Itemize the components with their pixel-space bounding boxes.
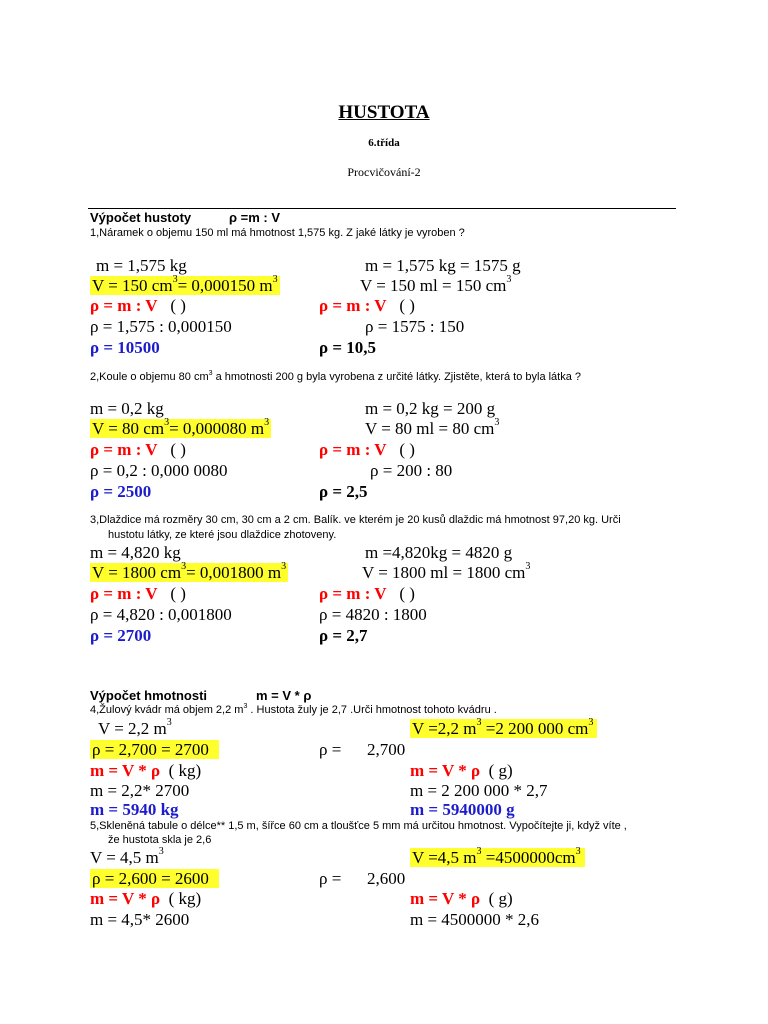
p1-result-left: ρ = 10500 — [90, 338, 160, 357]
p3-volume-right: V = 1800 ml = 1800 $cm^3$ — [362, 561, 531, 582]
p4-calc-left: m = 2,2* 2700 — [90, 781, 190, 800]
p2-calc-right: ρ = 200 : 80 — [370, 461, 453, 480]
section-mass-heading: Výpočet hmotnosti — [90, 688, 208, 703]
p4-result-left: m = 5940 kg — [90, 800, 179, 819]
problem-4-text: 4,Žulový kvádr má objem 2,2 $m^3$ . Hustota žuly je 2,7 .Urči hmotnost tohoto kvádru . — [90, 703, 497, 716]
p1-result-right: ρ = 10,5 — [319, 338, 377, 357]
p1-mass-left: m = 1,575 kg — [96, 256, 187, 275]
p3-result-right: ρ = 2,7 — [319, 626, 368, 645]
p2-result-left: ρ = 2500 — [90, 482, 152, 501]
p4-formula-right: m = V * ρ ( g) — [410, 761, 513, 780]
p1-formula-right: ρ = m : V ( ) — [319, 296, 415, 315]
section-density-heading: Výpočet hustoty — [90, 210, 192, 225]
p2-mass-right: m = 0,2 kg = 200 g — [365, 399, 496, 418]
p3-mass-right: m =4,820kg = 4820 g — [365, 543, 513, 562]
p2-result-right: ρ = 2,5 — [319, 482, 368, 501]
p3-formula-right: ρ = m : V ( ) — [319, 584, 415, 603]
p5-calc-left: m = 4,5* 2600 — [90, 910, 190, 929]
divider — [88, 208, 676, 209]
p3-result-left: ρ = 2700 — [90, 626, 152, 645]
p4-volume-right: V =2,2 $m^3 =2$ 200 000 $cm^3$ — [410, 720, 597, 737]
section-mass-formula: m = V * ρ — [256, 688, 312, 703]
problem-3-text: 3,Dlaždice má rozměry 30 cm, 30 cm a 2 cm. Balík. ve kterém je 20 kusů dlaždic má hmotnost 97,20 kg. Urči — [90, 514, 621, 526]
problem-1-text: 1,Náramek o objemu 150 ml má hmotnost 1,575 kg. Z jaké látky je vyroben ? — [90, 227, 465, 239]
p1-volume-right: V = 150 ml = 150 $cm^3$ — [360, 274, 512, 295]
p4-result-right: m = 5940000 g — [410, 800, 515, 819]
p1-calc-right: ρ = 1575 : 150 — [365, 317, 465, 336]
p5-volume-left: V = 4,5 $m^3$ — [90, 846, 164, 867]
section-density-formula: ρ =m : V — [229, 210, 281, 225]
p5-density-mid-label: ρ = — [319, 869, 342, 888]
p1-calc-left: ρ = 1,575 : 0,000150 — [90, 317, 232, 336]
problem-2-text: 2,Koule o objemu 80 $cm^3$ a hmotnosti 200 g byla vyrobena z určité látky. Zjistěte, která to byla látka ? — [90, 370, 582, 383]
p5-density-mid-value: 2,600 — [367, 869, 406, 888]
p4-volume-left: V = 2,2 $m^3$ — [98, 717, 172, 738]
subtitle: Procvičování-2 — [347, 165, 421, 179]
problem-5-text: 5,Skleněná tabule o délce** 1,5 m, šířce 60 cm a tloušťce 5 mm má určitou hmotnost. Vypočítejte ji, když víte , — [90, 820, 627, 832]
problem-5-text-cont: že hustota skla je 2,6 — [108, 834, 212, 846]
p2-volume-left: V = 80 $cm^3= 0,000080$ $m^3$ — [92, 417, 270, 438]
p2-formula-left: ρ = m : V ( ) — [90, 440, 186, 459]
p3-mass-left: m = 4,820 kg — [90, 543, 181, 562]
p4-density-left: ρ = 2,700 = 2700 — [90, 741, 219, 758]
p4-formula-left: m = V * ρ ( kg) — [90, 761, 202, 780]
p2-mass-left: m = 0,2 kg — [90, 399, 164, 418]
p3-formula-left: ρ = m : V ( ) — [90, 584, 186, 603]
p3-calc-right: ρ = 4820 : 1800 — [319, 605, 427, 624]
p3-volume-left: V = 1800 $cm^3= 0,001800$ $m^3$ — [92, 561, 287, 582]
p5-density-left: ρ = 2,600 = 2600 — [90, 870, 219, 887]
p4-density-mid-label: ρ = — [319, 740, 342, 759]
problem-3-text-cont: hustotu látky, ze které jsou dlaždice zhotoveny. — [108, 529, 337, 541]
p3-calc-left: ρ = 4,820 : 0,001800 — [90, 605, 232, 624]
p4-density-mid-value: 2,700 — [367, 740, 406, 759]
p5-formula-left: m = V * ρ ( kg) — [90, 889, 202, 908]
p1-volume-left: V = 150 $cm^3= 0,000150$ $m^3$ — [92, 274, 278, 295]
p1-mass-right: m = 1,575 kg = 1575 g — [365, 256, 521, 275]
p2-volume-right: V = 80 ml = 80 $cm^3$ — [365, 417, 500, 438]
page-title: HUSTOTA — [338, 102, 430, 123]
grade-label: 6.třída — [368, 137, 400, 149]
p2-formula-right: ρ = m : V ( ) — [319, 440, 415, 459]
p5-formula-right: m = V * ρ ( g) — [410, 889, 513, 908]
p5-calc-right: m = 4500000 * 2,6 — [410, 910, 540, 929]
p2-calc-left: ρ = 0,2 : 0,000 0080 — [90, 461, 228, 480]
p1-formula-left: ρ = m : V ( ) — [90, 296, 186, 315]
p5-volume-right: V =4,5 $m^3 =4500000cm^3$ — [410, 849, 585, 866]
p4-calc-right: m = 2 200 000 * 2,7 — [410, 781, 548, 800]
